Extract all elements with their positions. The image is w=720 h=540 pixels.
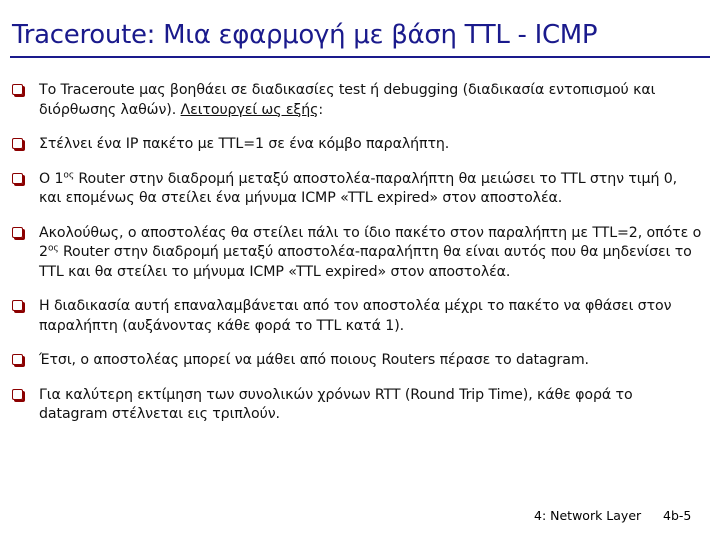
- square-bullet-icon: [12, 138, 23, 149]
- bullet-item-second-router: [12, 224, 702, 283]
- bullet-text: Στέλνει ένα IP πακέτο με TTL=1 σε ένα κόμβο παραλήπτη.: [39, 136, 450, 152]
- bullet-list: [12, 66, 702, 425]
- bullet-text: Ο 1: [39, 170, 64, 187]
- bullet-text-rest: Router στην διαδρομή μεταξύ αποστολέα-παραλήπτη θα είναι αυτός που θα μηδενίσει το TTL και θα στείλει το μήνυμα ICMP «TTL expired» στον αποστολέα.: [39, 244, 692, 280]
- bullet-text: Έτσι, ο αποστολέας μπορεί να μάθει από ποιους Routers πέρασε το datagram.: [39, 352, 589, 368]
- bullet-item-traceroute-purpose: [12, 81, 702, 120]
- bullet-item-learn-routers: [12, 351, 702, 371]
- bullet-text: Ακολούθως, ο αποστολέας θα στείλει πάλι το ίδιο πακέτο στον παραλήπτη με TTL=2, οπότε ο 2: [39, 224, 702, 260]
- footer-chapter: 4: Network Layer: [534, 508, 642, 523]
- bullet-text: Το Traceroute μας βοηθάει σε διαδικασίες test ή debugging (διαδικασία εντοπισμού και διόρθωσης λαθών).: [39, 82, 656, 118]
- square-bullet-icon: [12, 354, 23, 365]
- footer-page-number: 4b-5: [663, 508, 692, 523]
- slide-title: Traceroute: Μια εφαρμογή με βάση TTL - ICMP: [12, 20, 598, 50]
- bullet-item-first-router: [12, 170, 702, 209]
- bullet-item-repeat: [12, 297, 702, 336]
- bullet-text-tail: :: [318, 101, 324, 118]
- square-bullet-icon: [12, 84, 23, 95]
- bullet-item-send-ttl1: [12, 135, 702, 155]
- square-bullet-icon: [12, 300, 23, 311]
- bullet-text: Για καλύτερη εκτίμηση των συνολικών χρόνων RTT (Round Trip Time), κάθε φορά το datagram στέλνεται εις τριπλούν.: [39, 386, 633, 422]
- bullet-item-rtt: [12, 386, 702, 425]
- ordinal-suffix: ος: [47, 243, 59, 254]
- underlined-phrase: Λειτουργεί ως εξής: [180, 101, 319, 118]
- bullet-text-rest: Router στην διαδρομή μεταξύ αποστολέα-παραλήπτη θα μειώσει το TTL στην τιμή 0, και επομένως θα στείλει ένα μήνυμα ICMP «TTL expired» στον αποστολέα.: [39, 170, 678, 206]
- square-bullet-icon: [12, 173, 23, 184]
- title-underline: [10, 56, 710, 58]
- square-bullet-icon: [12, 389, 23, 400]
- square-bullet-icon: [12, 227, 23, 238]
- bullet-text: Η διαδικασία αυτή επαναλαμβάνεται από τον αποστολέα μέχρι το πακέτο να φθάσει στον παραλήπτη (αυξάνοντας κάθε φορά το TTL κατά 1).: [39, 298, 672, 334]
- ordinal-suffix: ος: [63, 169, 74, 180]
